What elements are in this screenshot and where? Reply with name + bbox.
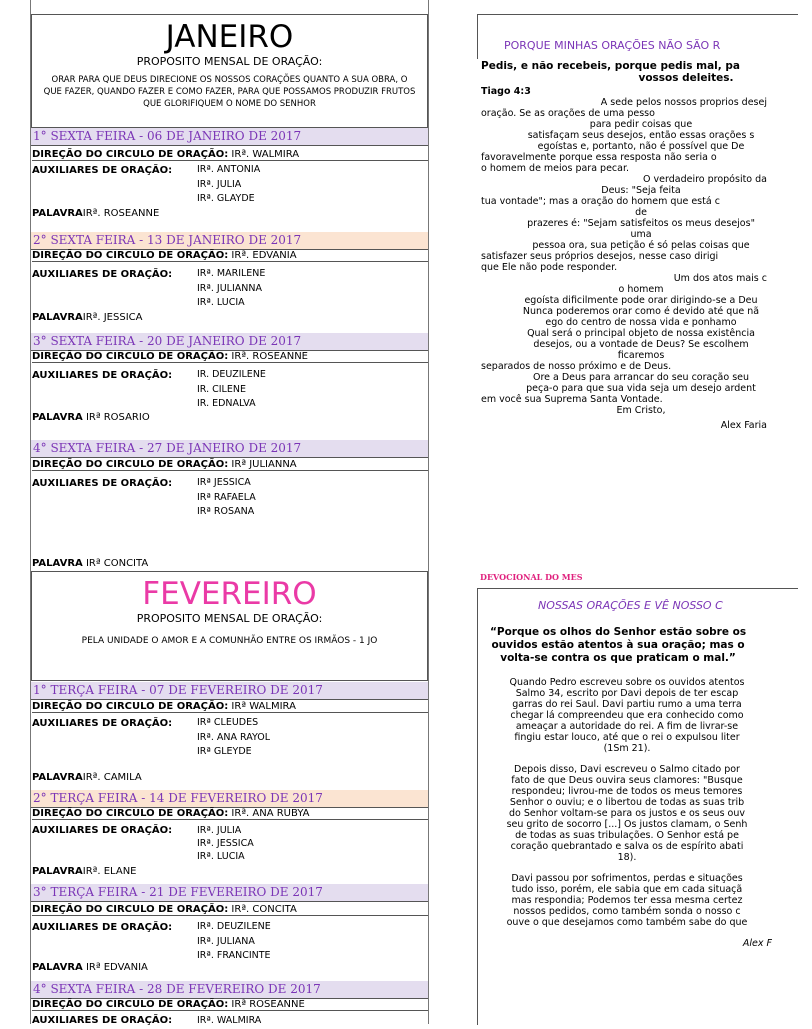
devotional-column — [477, 0, 772, 1024]
auxiliary-label: AUXILIARES DE ORAÇÃO: — [32, 269, 173, 280]
week-header: 3° TERÇA FEIRA - 21 DE FEVEREIRO DE 2017 — [31, 884, 428, 902]
signature: Alex F — [742, 938, 772, 949]
auxiliary-label: AUXILIARES DE ORAÇÃO: — [32, 478, 173, 489]
article-line: Qual será o principal objeto de nossa existência — [527, 328, 755, 339]
week-header: 2° SEXTA FEIRA - 13 DE JANEIRO DE 2017 — [31, 232, 428, 250]
article-line: egoístas e, portanto, não é possível que De — [537, 141, 745, 152]
article-line: Ore a Deus para arrancar do seu coração seu — [532, 372, 750, 383]
purpose-heading: PROPOSITO MENSAL DE ORAÇÃO: — [136, 55, 323, 68]
devotional-line: chegar lá compreendeu que era conhecido como — [510, 710, 744, 721]
devotional-line: seu grito de socorro [...] Os justos clamam, o Senh — [506, 819, 748, 830]
article-line: O verdadeiro propósito da — [643, 174, 767, 185]
devotional-line: nossos pedidos, como também sonda o nosso c — [513, 906, 741, 917]
devotional-line: tudo isso, porém, ele sabia que em cada situaçã — [511, 884, 743, 895]
article-line: separados de nosso próximo e de Deus. — [481, 361, 672, 372]
devotional-line: do Senhor voltam-se para os justos e os seus ouv — [508, 808, 745, 819]
direction-row: DIREÇÃO DO CIRCULO DE ORAÇÃO: IRª. ROSEANNE — [32, 351, 428, 363]
month-title: JANEIRO — [165, 19, 294, 55]
auxiliary-names: IRª. DEUZILENE IRª. JULIANA IRª. FRANCINTE — [197, 921, 271, 961]
word-row: PALAVRA IRª CONCITA — [32, 558, 149, 569]
week-header: 2° TERÇA FEIRA - 14 DE FEVEREIRO DE 2017 — [31, 790, 428, 808]
devotional-title: NOSSAS ORAÇÕES E VÊ NOSSO C — [538, 599, 723, 612]
february-header — [31, 571, 428, 681]
article-line: satisfaçam seus desejos, então essas orações s — [527, 130, 755, 141]
article-line: Nunca poderemos orar como é devido até que nã — [522, 306, 760, 317]
article-line: Um dos atos mais c — [673, 273, 767, 284]
week-header: 3° SEXTA FEIRA - 20 DE JANEIRO DE 2017 — [31, 333, 428, 351]
article-line: desejos, ou a vontade de Deus? Se escolhem — [533, 339, 749, 350]
word-row: PALAVRAIRª. CAMILA — [32, 772, 142, 783]
article-line: egoísta dificilmente pode orar dirigindo-se a Deu — [524, 295, 758, 306]
devotional-line: Salmo 34, escrito por Davi depois de ter escap — [515, 688, 739, 699]
devotional-line: respondeu; livrou-me de todos os meus temores — [511, 786, 743, 797]
devotional-line: 18). — [617, 852, 637, 863]
article-line: que Ele não pode responder. — [481, 262, 618, 273]
devotional-line: Quando Pedro escreveu sobre os ouvidos atentos — [509, 677, 745, 688]
direction-row: DIREÇÃO DO CIRCULO DE ORAÇÃO: IRª. CONCITA — [32, 904, 428, 916]
devotional-line: fato de que Deus ouvira seus clamores: "Busque — [511, 775, 743, 786]
auxiliary-label: AUXILIARES DE ORAÇÃO: — [32, 370, 173, 381]
article-line: para pedir coisas que — [589, 119, 693, 130]
article-line: em você sua Suprema Santa Vontade. — [481, 394, 663, 405]
devotional-label: DEVOCIONAL DO MES — [480, 572, 583, 582]
article-line: satisfazer seus próprios desejos, nesse caso dirigi — [481, 251, 719, 262]
devotional-line: Davi passou por sofrimentos, perdas e situações — [511, 873, 743, 884]
article-line: ficaremos — [617, 350, 665, 361]
devotional-line: mas respondia; Podemos ter essa mesma certez — [511, 895, 743, 906]
devotional-line: de todas as suas tribulações. O Senhor está pe — [515, 830, 739, 841]
article-line: o homem de meios para pecar. — [481, 163, 630, 174]
auxiliary-names: IRª. JULIA IRª. JESSICA IRª. LUCIA — [197, 825, 254, 862]
direction-row: DIREÇÃO DO CIRCULO DE ORAÇÃO: IRª. WALMIRA — [32, 149, 428, 161]
devotional-quote: “Porque os olhos do Senhor estão sobre os ouvidos estão atentos à sua oração; mas o volta-se contra os que praticam o mal.” — [490, 626, 747, 664]
auxiliary-label: AUXILIARES DE ORAÇÃO: — [32, 922, 173, 933]
schedule-column — [30, 0, 429, 1024]
auxiliary-label: AUXILIARES DE ORAÇÃO: — [32, 825, 173, 836]
devotional-line: garras do rei Saul. Davi partiu rumo a uma terra — [512, 699, 742, 710]
word-row: PALAVRAIRª. JESSICA — [32, 312, 143, 323]
article-line: de — [635, 207, 647, 218]
article-line: favoravelmente porque essa resposta não seria o — [481, 152, 717, 163]
week-header: 1° TERÇA FEIRA - 07 DE FEVEREIRO DE 2017 — [31, 682, 428, 700]
article-title: PORQUE MINHAS ORAÇÕES NÃO SÃO R — [504, 39, 721, 52]
scripture-ref: Tiago 4:3 — [481, 86, 531, 97]
week-header: 4° SEXTA FEIRA - 28 DE FEVEREIRO DE 2017 — [31, 981, 428, 999]
article-line: peça-o para que sua vida seja um desejo ardent — [526, 383, 756, 394]
devotional-paragraph — [482, 677, 812, 754]
devotional-line: ameaçar a autoridade do rei. A fim de livrar-se — [515, 721, 739, 732]
devotional-line: Depois disso, Davi escreveu o Salmo citado por — [514, 764, 740, 775]
devotional-line: (1Sm 21). — [603, 743, 651, 754]
january-header — [31, 14, 428, 128]
article-line: o homem — [618, 284, 664, 295]
article-line: Em Cristo, — [616, 405, 666, 416]
direction-row: DIREÇÃO DO CIRCULO DE ORAÇÃO: IRª JULIANNA — [32, 459, 428, 471]
devotional-box — [477, 588, 798, 1025]
word-row: PALAVRA IRª ROSARIO — [32, 412, 150, 423]
article-line: A sede pelos nossos proprios desej — [600, 97, 767, 108]
article-line: uma — [630, 229, 652, 240]
devotional-paragraph — [482, 764, 812, 863]
devotional-line: fingiu estar louco, até que o rei o expulsou liter — [514, 732, 740, 743]
article-line: Deus: "Seja feita — [601, 185, 681, 196]
auxiliary-label: AUXILIARES DE ORAÇÃO: — [32, 165, 173, 176]
purpose-text: ORAR PARA QUE DEUS DIRECIONE OS NOSSOS CORAÇÕES QUANTO A SUA OBRA, O QUE FAZER, QUANDO FAZER E COMO FAZER, PARA QUE POSSAMOS PRODUZIR FRUTOS QUE GLORIFIQUEM O NOME DO SENHOR — [43, 75, 416, 109]
article-body — [481, 60, 801, 431]
auxiliary-names: IRª JESSICA IRª RAFAELA IRª ROSANA — [197, 477, 256, 517]
article-line: oração. Se as orações de uma pesso — [481, 108, 655, 119]
week-header: 1° SEXTA FEIRA - 06 DE JANEIRO DE 2017 — [31, 128, 428, 146]
word-row: PALAVRAIRª. ELANE — [32, 866, 137, 877]
auxiliary-names: IRª. WALMIRA — [197, 1015, 262, 1026]
direction-row: DIREÇÃO DO CIRCULO DE ORAÇÃO: IRª WALMIRA — [32, 701, 428, 713]
devotional-paragraph — [482, 873, 812, 928]
article-line: ego do centro de nossa vida e ponhamo — [545, 317, 737, 328]
purpose-heading: PROPOSITO MENSAL DE ORAÇÃO: — [136, 612, 323, 625]
month-title: FEVEREIRO — [142, 576, 317, 612]
word-row: PALAVRAIRª. ROSEANNE — [32, 208, 160, 219]
purpose-text: PELA UNIDADE O AMOR E A COMUNHÃO ENTRE OS IRMÃOS - 1 JO — [81, 636, 378, 646]
article-text — [481, 97, 801, 431]
devotional-line: ouve o que desejamos como também sabe do que — [506, 917, 748, 928]
article-line: pessoa ora, sua petição é só pelas coisas que — [532, 240, 750, 251]
auxiliary-names: IRª CLEUDES IRª. ANA RAYOL IRª GLEYDE — [197, 717, 271, 757]
direction-row: DIREÇÃO DO CIRCULO DE ORAÇÃO: IRª. ANA RUBYA — [32, 808, 428, 820]
article-line: Alex Faria — [720, 420, 767, 431]
devotional-text — [482, 677, 812, 949]
devotional-line: coração quebrantado e salva os de espírito abati — [510, 841, 744, 852]
week-header: 4° SEXTA FEIRA - 27 DE JANEIRO DE 2017 — [31, 440, 428, 458]
article-title-box — [477, 14, 798, 59]
auxiliary-label: AUXILIARES DE ORAÇÃO: — [32, 1015, 173, 1026]
auxiliary-names: IRª. MARILENE IRª. JULIANNA IRª. LUCIA — [197, 268, 266, 308]
scripture-quote: Pedis, e não recebeis, porque pedis mal, pa vossos deleites. — [481, 60, 741, 84]
devotional-line: Senhor o ouviu; e o libertou de todas as suas trib — [509, 797, 745, 808]
article-line: prazeres é: "Sejam satisfeitos os meus desejos" — [527, 218, 755, 229]
direction-row: DIREÇÃO DO CIRCULO DE ORAÇÃO: IRª ROSEANNE — [32, 999, 428, 1011]
word-row: PALAVRA IRª EDVANIA — [32, 962, 148, 973]
auxiliary-names: IR. DEUZILENE IR. CILENE IR. EDNALVA — [197, 369, 266, 409]
auxiliary-label: AUXILIARES DE ORAÇÃO: — [32, 718, 173, 729]
article-line: tua vontade"; mas a oração do homem que está c — [481, 196, 720, 207]
auxiliary-names: IRª. ANTONIA IRª. JULIA IRª. GLAYDE — [197, 164, 261, 204]
direction-row: DIREÇÃO DO CIRCULO DE ORAÇÃO: IRª. EDVANIA — [32, 250, 428, 262]
